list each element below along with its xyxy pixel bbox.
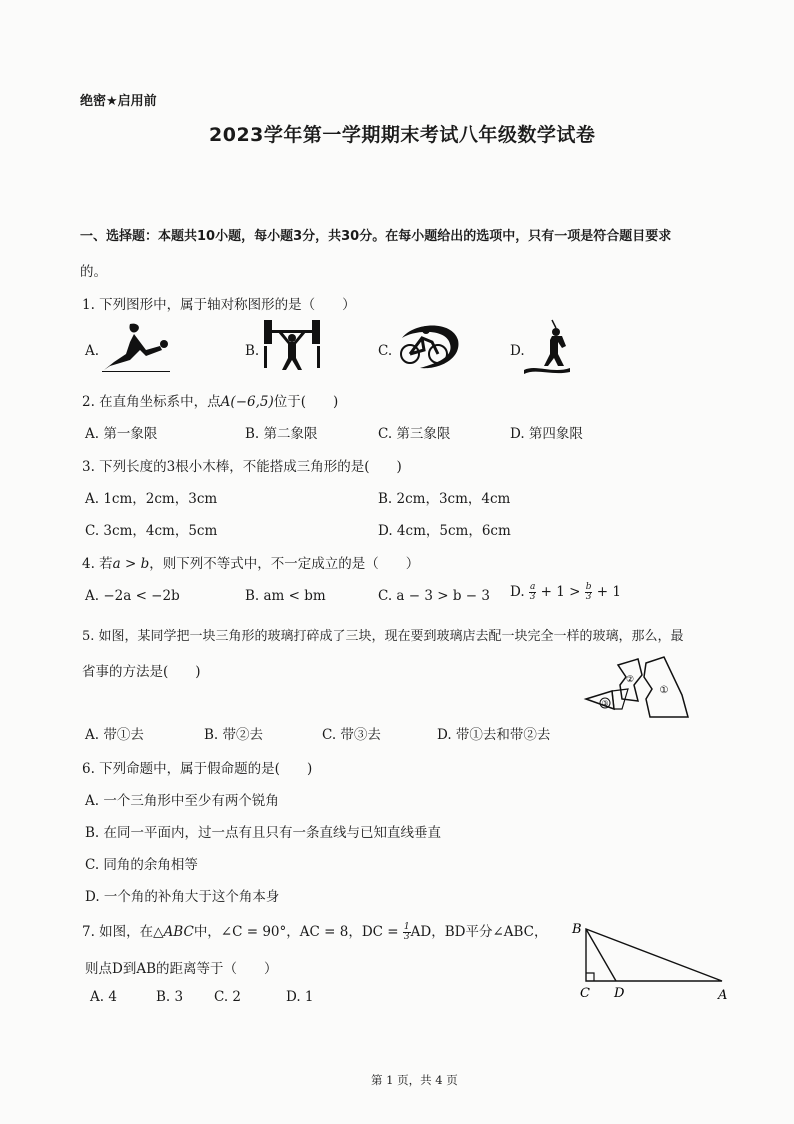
q7-option-a[interactable]: A. 4 — [90, 989, 117, 1005]
question-4-stem — [82, 552, 419, 572]
q1-option-b-label[interactable]: B. — [245, 343, 260, 359]
q5-option-d[interactable]: D. 带①去和带②去 — [437, 727, 551, 743]
q4-d-end: + 1 — [596, 584, 621, 600]
vertex-d-label: D — [614, 986, 625, 1001]
q3-option-a[interactable]: A. 1cm，2cm，3cm — [85, 491, 218, 507]
q7-option-c[interactable]: C. 2 — [214, 989, 242, 1005]
question-1-stem: 1. 下列图形中，属于轴对称图形的是（ ） — [82, 297, 356, 313]
q3-option-d[interactable]: D. 4cm，5cm，6cm — [378, 523, 511, 539]
q2-option-a[interactable]: A. 第一象限 — [85, 426, 158, 442]
cyclist-icon — [394, 318, 464, 372]
glass-piece-1: ① — [659, 685, 669, 696]
q7-stem-mid2: AD，BD平分∠ABC， — [410, 924, 548, 940]
q4-stem-post: ，则下列不等式中，不一定成立的是（ ） — [149, 556, 420, 572]
question-7-stem — [82, 920, 548, 942]
q2-stem-math: A(−6,5) — [220, 394, 274, 410]
q7-stem-pre: 7. 如图，在△ — [82, 924, 164, 940]
q6-option-a[interactable]: A. 一个三角形中至少有两个锐角 — [85, 793, 279, 809]
q4-option-d[interactable] — [510, 583, 621, 602]
q4-d-frac-b — [585, 583, 593, 602]
q7-frac — [403, 923, 411, 942]
question-2-stem — [82, 390, 338, 410]
vertex-b-label: B — [572, 922, 582, 937]
section-heading-cont: 的。 — [80, 264, 107, 280]
q7-option-b[interactable]: B. 3 — [156, 989, 184, 1005]
question-6-stem: 6. 下列命题中，属于假命题的是( ) — [82, 761, 313, 777]
right-triangle-figure — [566, 915, 736, 1007]
q4-d-frac-b-num: b — [585, 582, 592, 592]
page-number: 第 1 页，共 4 页 — [371, 1073, 458, 1087]
q4-option-c[interactable]: C. a − 3 > b − 3 — [378, 588, 490, 604]
q6-option-c[interactable]: C. 同角的余角相等 — [85, 857, 198, 873]
vertex-c-label: C — [580, 986, 590, 1001]
question-5-stem: 5. 如图，某同学把一块三角形的玻璃打碎成了三块，现在要到玻璃店去配一块完全一样的玻璃，那么，最 — [82, 629, 684, 644]
section-heading: 一、选择题：本题共10小题，每小题3分，共30分。在每小题给出的选项中，只有一项是符合题目要求 — [80, 229, 672, 244]
q3-option-c[interactable]: C. 3cm，4cm，5cm — [85, 523, 218, 539]
q2-option-b[interactable]: B. 第二象限 — [245, 426, 318, 442]
broken-glass-figure — [582, 655, 694, 721]
q4-stem-math: a > b — [112, 556, 150, 572]
q1-option-c-label[interactable]: C. — [378, 343, 393, 359]
q4-d-mid: + 1 > — [540, 584, 581, 600]
q4-d-frac-a — [529, 583, 536, 602]
q4-stem-pre: 4. 若 — [82, 556, 113, 572]
q7-frac-num: 1 — [403, 922, 410, 932]
q2-option-d[interactable]: D. 第四象限 — [510, 426, 583, 442]
question-3-stem: 3. 下列长度的3根小木棒，不能搭成三角形的是( ) — [82, 459, 402, 475]
q4-d-frac-a-den: 3 — [529, 592, 536, 602]
q5-option-c[interactable]: C. 带③去 — [322, 727, 381, 743]
q7-option-d[interactable]: D. 1 — [286, 989, 314, 1005]
golfer-icon — [522, 318, 572, 374]
secret-label: 绝密★启用前 — [80, 94, 157, 109]
q7-frac-den: 3 — [403, 932, 410, 942]
q6-option-d[interactable]: D. 一个角的补角大于这个角本身 — [85, 889, 280, 905]
q7-stem-abc: ABC — [163, 924, 194, 940]
glass-piece-2: ② — [625, 675, 635, 685]
q4-d-label: D. — [510, 584, 525, 600]
q4-d-frac-b-den: 3 — [585, 592, 592, 602]
q2-stem-post: 位于( ) — [273, 394, 339, 410]
question-5-stem-cont: 省事的方法是( ) — [82, 664, 201, 680]
q1-option-a-label[interactable]: A. — [85, 343, 100, 359]
q6-option-b[interactable]: B. 在同一平面内，过一点有且只有一条直线与已知直线垂直 — [85, 825, 442, 841]
weightlifter-icon — [262, 318, 322, 370]
q4-d-frac-a-num: a — [529, 582, 536, 592]
q1-option-d-label[interactable]: D. — [510, 343, 525, 359]
q3-option-b[interactable]: B. 2cm，3cm，4cm — [378, 491, 511, 507]
page-title: 2023学年第一学期期末考试八年级数学试卷 — [209, 124, 596, 146]
q2-stem-pre: 2. 在直角坐标系中，点 — [82, 394, 221, 410]
q4-option-b[interactable]: B. am < bm — [245, 588, 326, 604]
vertex-a-label: A — [718, 988, 728, 1003]
q5-option-a[interactable]: A. 带①去 — [85, 727, 144, 743]
q2-option-c[interactable]: C. 第三象限 — [378, 426, 451, 442]
q4-option-a[interactable]: A. −2a < −2b — [85, 588, 180, 604]
glass-piece-3: ③ — [601, 699, 609, 708]
table-tennis-icon — [100, 320, 172, 372]
q7-stem-mid1: 中，∠C = 90°，AC = 8，DC = — [193, 924, 399, 940]
question-7-stem-cont: 则点D到AB的距离等于（ ） — [85, 961, 278, 977]
q5-option-b[interactable]: B. 带②去 — [204, 727, 264, 743]
